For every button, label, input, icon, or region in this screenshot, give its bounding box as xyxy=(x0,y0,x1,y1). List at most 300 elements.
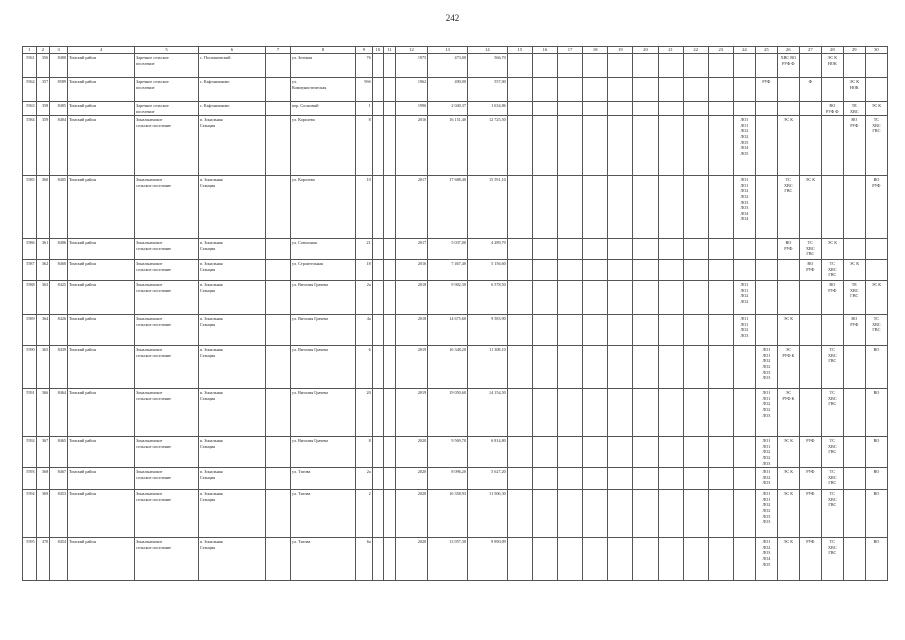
cell-col-27 xyxy=(799,315,821,346)
cell-col-21 xyxy=(658,176,683,239)
cell-col-20 xyxy=(633,346,658,389)
column-header: 18 xyxy=(583,47,608,54)
column-header: 26 xyxy=(777,47,799,54)
cell-col-21 xyxy=(658,102,683,116)
cell-col-24 xyxy=(733,490,755,538)
cell-col-20 xyxy=(633,239,658,260)
cell-col-16 xyxy=(532,239,557,260)
column-header: 10 xyxy=(372,47,384,54)
cell-col-11 xyxy=(384,260,396,281)
cell-col-26 xyxy=(777,281,799,315)
cell-col-7 xyxy=(265,437,290,468)
cell-col-3: 8453 xyxy=(50,490,68,538)
table-row xyxy=(23,437,888,468)
cell-col-17 xyxy=(558,437,583,468)
cell-col-19 xyxy=(608,176,633,239)
cell-col-11 xyxy=(384,437,396,468)
cell-col-13: 5 037,00 xyxy=(428,239,468,260)
cell-col-10 xyxy=(372,490,384,538)
cell-col-28: ВО РУФ xyxy=(821,281,843,315)
cell-col-12: 1962 xyxy=(395,78,427,102)
cell-col-9: 21 xyxy=(355,239,372,260)
cell-col-3: 8406 xyxy=(50,239,68,260)
cell-col-15 xyxy=(507,78,532,102)
cell-col-30: ВО xyxy=(865,346,887,389)
cell-col-25: ЛО1 ЛО2 ЛО3 xyxy=(755,468,777,490)
cell-col-25 xyxy=(755,281,777,315)
cell-col-21 xyxy=(658,437,683,468)
cell-col-8: ул. Виталия Грачева xyxy=(291,281,356,315)
cell-col-13: 16 358,93 xyxy=(428,490,468,538)
cell-col-17 xyxy=(558,54,583,78)
cell-col-2: 367 xyxy=(36,437,50,468)
cell-col-26 xyxy=(777,78,799,102)
cell-col-6: п. Зональная Станция xyxy=(198,260,265,281)
table-row xyxy=(23,54,888,78)
column-header: 8 xyxy=(291,47,356,54)
cell-col-2: 358 xyxy=(36,102,50,116)
cell-col-19 xyxy=(608,260,633,281)
cell-col-1: 5595 xyxy=(23,538,37,581)
cell-col-8: ул. Королева xyxy=(291,116,356,176)
cell-col-16 xyxy=(532,78,557,102)
cell-col-21 xyxy=(658,468,683,490)
cell-col-30: ТС ХВС ГВС xyxy=(865,315,887,346)
cell-col-30: ВО xyxy=(865,389,887,437)
cell-col-2: 370 xyxy=(36,538,50,581)
cell-col-1: 5592 xyxy=(23,437,37,468)
cell-col-4: Томский район xyxy=(68,490,135,538)
cell-col-23 xyxy=(708,78,733,102)
cell-col-11 xyxy=(384,281,396,315)
cell-col-23 xyxy=(708,437,733,468)
cell-col-6: п. Зональная Станция xyxy=(198,490,265,538)
cell-col-30 xyxy=(865,239,887,260)
column-header: 4 xyxy=(68,47,135,54)
cell-col-20 xyxy=(633,78,658,102)
cell-col-25: ЛО1 ЛО1 ЛО2 ЛО2 ЛО3 ЛО3 xyxy=(755,346,777,389)
cell-col-19 xyxy=(608,281,633,315)
column-header: 15 xyxy=(507,47,532,54)
cell-col-30 xyxy=(865,78,887,102)
cell-col-30: ВО xyxy=(865,437,887,468)
cell-col-12: 2019 xyxy=(395,389,427,437)
cell-col-30: ВО xyxy=(865,468,887,490)
cell-col-19 xyxy=(608,315,633,346)
cell-col-16 xyxy=(532,54,557,78)
cell-col-24 xyxy=(733,538,755,581)
cell-col-22 xyxy=(683,102,708,116)
cell-col-19 xyxy=(608,389,633,437)
cell-col-22 xyxy=(683,239,708,260)
cell-col-15 xyxy=(507,389,532,437)
column-header: 14 xyxy=(467,47,507,54)
cell-col-21 xyxy=(658,281,683,315)
cell-col-18 xyxy=(583,54,608,78)
page-number: 242 xyxy=(445,13,460,23)
cell-col-29: ЭС К xyxy=(843,260,865,281)
cell-col-1: 5590 xyxy=(23,346,37,389)
cell-col-6: п. Зональная Станция xyxy=(198,468,265,490)
cell-col-26: ЭС РУФ К xyxy=(777,346,799,389)
cell-col-20 xyxy=(633,102,658,116)
cell-col-14: 11 506,30 xyxy=(467,490,507,538)
cell-col-12: 2020 xyxy=(395,490,427,538)
cell-col-18 xyxy=(583,468,608,490)
cell-col-11 xyxy=(384,102,396,116)
cell-col-26: ЭС К xyxy=(777,468,799,490)
cell-col-24 xyxy=(733,54,755,78)
cell-col-21 xyxy=(658,490,683,538)
cell-col-19 xyxy=(608,437,633,468)
cell-col-4: Томский район xyxy=(68,315,135,346)
cell-col-22 xyxy=(683,281,708,315)
cell-col-25: РУФ xyxy=(755,78,777,102)
cell-col-16 xyxy=(532,389,557,437)
cell-col-27: ВО РУФ xyxy=(799,260,821,281)
cell-col-26: ВО РУФ xyxy=(777,239,799,260)
cell-col-4: Томский район xyxy=(68,54,135,78)
column-header: 12 xyxy=(395,47,427,54)
cell-col-10 xyxy=(372,389,384,437)
cell-col-4: Томский район xyxy=(68,260,135,281)
cell-col-9: 8 xyxy=(355,116,372,176)
cell-col-17 xyxy=(558,239,583,260)
cell-col-15 xyxy=(507,315,532,346)
column-header: 22 xyxy=(683,47,708,54)
cell-col-15 xyxy=(507,176,532,239)
cell-col-28 xyxy=(821,315,843,346)
cell-col-8: ул. Тигова xyxy=(291,538,356,581)
cell-col-6: п. Зональная Станция xyxy=(198,437,265,468)
cell-col-12: 1996 xyxy=(395,102,427,116)
table-row xyxy=(23,281,888,315)
cell-col-6: п. Зональная Станция xyxy=(198,176,265,239)
cell-col-7 xyxy=(265,315,290,346)
cell-col-15 xyxy=(507,538,532,581)
cell-col-25 xyxy=(755,239,777,260)
cell-col-4: Томский район xyxy=(68,116,135,176)
table-row xyxy=(23,468,888,490)
cell-col-17 xyxy=(558,389,583,437)
cell-col-11 xyxy=(384,54,396,78)
cell-col-9: 2а xyxy=(355,281,372,315)
cell-col-11 xyxy=(384,116,396,176)
cell-col-9: 8 xyxy=(355,437,372,468)
cell-col-23 xyxy=(708,102,733,116)
cell-col-9: 18 xyxy=(355,260,372,281)
cell-col-14: 9 890,09 xyxy=(467,538,507,581)
cell-col-24 xyxy=(733,102,755,116)
cell-col-18 xyxy=(583,116,608,176)
cell-col-10 xyxy=(372,260,384,281)
table-row xyxy=(23,78,888,102)
cell-col-12: 2018 xyxy=(395,281,427,315)
cell-col-10 xyxy=(372,239,384,260)
cell-col-30: ВО xyxy=(865,490,887,538)
cell-col-4: Томский район xyxy=(68,468,135,490)
cell-col-13: 16 151,40 xyxy=(428,116,468,176)
cell-col-24 xyxy=(733,239,755,260)
cell-col-15 xyxy=(507,54,532,78)
cell-col-29 xyxy=(843,239,865,260)
cell-col-13: 19 050,60 xyxy=(428,389,468,437)
cell-col-15 xyxy=(507,102,532,116)
cell-col-3: 8464 xyxy=(50,389,68,437)
cell-col-7 xyxy=(265,260,290,281)
cell-col-16 xyxy=(532,315,557,346)
cell-col-16 xyxy=(532,437,557,468)
cell-col-13: 16 348,20 xyxy=(428,346,468,389)
cell-col-21 xyxy=(658,78,683,102)
cell-col-15 xyxy=(507,116,532,176)
cell-col-19 xyxy=(608,54,633,78)
cell-col-27 xyxy=(799,54,821,78)
cell-col-4: Томский район xyxy=(68,389,135,437)
column-header: 2 xyxy=(36,47,50,54)
cell-col-27: РУФ xyxy=(799,468,821,490)
cell-col-26 xyxy=(777,102,799,116)
cell-col-13: 490,00 xyxy=(428,78,468,102)
cell-col-5: Заречное сельское поселение xyxy=(135,78,199,102)
column-header: 24 xyxy=(733,47,755,54)
cell-col-1: 5588 xyxy=(23,281,37,315)
cell-col-14: 5 627,20 xyxy=(467,468,507,490)
cell-col-25: ЛО1 ЛО2 ЛО3 ЛО4 ЛО5 xyxy=(755,538,777,581)
cell-col-6: п. Зональная Станция xyxy=(198,116,265,176)
cell-col-18 xyxy=(583,490,608,538)
cell-col-8: ул. Тигова xyxy=(291,468,356,490)
cell-col-2: 364 xyxy=(36,315,50,346)
cell-col-16 xyxy=(532,346,557,389)
cell-col-12: 2019 xyxy=(395,346,427,389)
cell-col-7 xyxy=(265,468,290,490)
cell-col-16 xyxy=(532,538,557,581)
cell-col-5: Зональненское сельское поселение xyxy=(135,176,199,239)
cell-col-23 xyxy=(708,54,733,78)
cell-col-11 xyxy=(384,239,396,260)
cell-col-29: ТЕ ХВС ГВС xyxy=(843,281,865,315)
cell-col-19 xyxy=(608,346,633,389)
cell-col-9: 20 xyxy=(355,389,372,437)
cell-col-28 xyxy=(821,116,843,176)
cell-col-21 xyxy=(658,389,683,437)
cell-col-17 xyxy=(558,468,583,490)
cell-col-14: 15 591,10 xyxy=(467,176,507,239)
cell-col-19 xyxy=(608,538,633,581)
cell-col-18 xyxy=(583,281,608,315)
cell-col-9: 6а xyxy=(355,538,372,581)
cell-col-24: ЛО1 ЛО1 ЛО2 ЛО2 xyxy=(733,281,755,315)
cell-col-24 xyxy=(733,437,755,468)
cell-col-24 xyxy=(733,389,755,437)
cell-col-12: 2017 xyxy=(395,239,427,260)
cell-col-18 xyxy=(583,538,608,581)
cell-col-11 xyxy=(384,176,396,239)
cell-col-25: ЛО1 ЛО1 ЛО2 ЛО2 ЛО3 xyxy=(755,437,777,468)
cell-col-20 xyxy=(633,315,658,346)
cell-col-27 xyxy=(799,389,821,437)
cell-col-13: 7 467,40 xyxy=(428,260,468,281)
cell-col-15 xyxy=(507,281,532,315)
cell-col-4: Томский район xyxy=(68,281,135,315)
column-header: 13 xyxy=(428,47,468,54)
cell-col-20 xyxy=(633,176,658,239)
table-row xyxy=(23,102,888,116)
cell-col-28 xyxy=(821,176,843,239)
cell-col-13: 17 688,40 xyxy=(428,176,468,239)
cell-col-10 xyxy=(372,176,384,239)
cell-col-8: ул. Виталия Грачева xyxy=(291,389,356,437)
cell-col-14: 4 289,70 xyxy=(467,239,507,260)
cell-col-2: 369 xyxy=(36,490,50,538)
cell-col-9: 10 xyxy=(355,176,372,239)
cell-col-5: Заречное сельское поселение xyxy=(135,54,199,78)
cell-col-18 xyxy=(583,176,608,239)
cell-col-28: ТС ХВС ГВС xyxy=(821,468,843,490)
cell-col-27: ЭС К xyxy=(799,176,821,239)
cell-col-25: ЛО1 ЛО1 ЛО2 ЛО2 ЛО3 ЛО3 xyxy=(755,490,777,538)
cell-col-13: 13 957,30 xyxy=(428,538,468,581)
cell-col-26: ЭС К xyxy=(777,116,799,176)
cell-col-22 xyxy=(683,260,708,281)
cell-col-15 xyxy=(507,468,532,490)
table-row xyxy=(23,490,888,538)
cell-col-1: 5563 xyxy=(23,102,37,116)
cell-col-21 xyxy=(658,54,683,78)
column-header: 28 xyxy=(821,47,843,54)
cell-col-14: 557,00 xyxy=(467,78,507,102)
cell-col-6: с. Кафтанчиково xyxy=(198,78,265,102)
cell-col-27: Ф xyxy=(799,78,821,102)
cell-col-3: 8400 xyxy=(50,54,68,78)
cell-col-3: 8426 xyxy=(50,315,68,346)
cell-col-15 xyxy=(507,437,532,468)
cell-col-1: 5584 xyxy=(23,116,37,176)
cell-col-6: с. Поспашевский xyxy=(198,54,265,78)
cell-col-29 xyxy=(843,54,865,78)
cell-col-7 xyxy=(265,389,290,437)
cell-col-8: ул. Совхозная xyxy=(291,239,356,260)
cell-col-20 xyxy=(633,468,658,490)
cell-col-1: 5594 xyxy=(23,490,37,538)
cell-col-19 xyxy=(608,490,633,538)
cell-col-24 xyxy=(733,346,755,389)
cell-col-13: 9 569,70 xyxy=(428,437,468,468)
cell-col-5: Зональненское сельское поселение xyxy=(135,389,199,437)
cell-col-3: 8454 xyxy=(50,538,68,581)
cell-col-25: ЛО1 ЛО1 ЛО2 ЛО2 ЛО3 xyxy=(755,389,777,437)
cell-col-10 xyxy=(372,116,384,176)
cell-col-24 xyxy=(733,260,755,281)
cell-col-3: 8439 xyxy=(50,346,68,389)
cell-col-3: 8404 xyxy=(50,116,68,176)
cell-col-8: ул. Виталия Грачева xyxy=(291,346,356,389)
cell-col-16 xyxy=(532,176,557,239)
cell-col-2: 363 xyxy=(36,281,50,315)
cell-col-2: 365 xyxy=(36,346,50,389)
cell-col-17 xyxy=(558,538,583,581)
cell-col-23 xyxy=(708,315,733,346)
cell-col-3: 8405 xyxy=(50,176,68,239)
cell-col-14: 5 156,60 xyxy=(467,260,507,281)
cell-col-29 xyxy=(843,490,865,538)
cell-col-28: ТС ХВС ГВС xyxy=(821,260,843,281)
cell-col-15 xyxy=(507,490,532,538)
cell-col-5: Заречное сельское поселение xyxy=(135,102,199,116)
column-header: 23 xyxy=(708,47,733,54)
cell-col-6: п. Зональная Станция xyxy=(198,239,265,260)
cell-col-2: 357 xyxy=(36,78,50,102)
cell-col-29: ВО РУФ xyxy=(843,116,865,176)
cell-col-26: ХВС ВО РУФ Ф xyxy=(777,54,799,78)
cell-col-15 xyxy=(507,346,532,389)
cell-col-20 xyxy=(633,437,658,468)
cell-col-2: 359 xyxy=(36,116,50,176)
cell-col-18 xyxy=(583,239,608,260)
column-header: 27 xyxy=(799,47,821,54)
cell-col-7 xyxy=(265,490,290,538)
cell-col-1: 5591 xyxy=(23,389,37,437)
cell-col-14: 11 308,10 xyxy=(467,346,507,389)
cell-col-8: ул. Королева xyxy=(291,176,356,239)
cell-col-11 xyxy=(384,490,396,538)
cell-col-22 xyxy=(683,315,708,346)
cell-col-1: 5587 xyxy=(23,260,37,281)
cell-col-1: 5561 xyxy=(23,54,37,78)
column-number-header xyxy=(23,47,888,54)
table-row xyxy=(23,389,888,437)
cell-col-24 xyxy=(733,468,755,490)
cell-col-20 xyxy=(633,54,658,78)
cell-col-3: 8425 xyxy=(50,281,68,315)
cell-col-27 xyxy=(799,116,821,176)
column-header: 9 xyxy=(355,47,372,54)
cell-col-14: 566,70 xyxy=(467,54,507,78)
cell-col-27: ТС ХВС ГВС xyxy=(799,239,821,260)
cell-col-29 xyxy=(843,389,865,437)
cell-col-9: 9бб xyxy=(355,78,372,102)
cell-col-26: ЭС К xyxy=(777,315,799,346)
cell-col-22 xyxy=(683,54,708,78)
cell-col-27: РУФ xyxy=(799,437,821,468)
cell-col-29 xyxy=(843,176,865,239)
cell-col-17 xyxy=(558,78,583,102)
cell-col-19 xyxy=(608,468,633,490)
cell-col-10 xyxy=(372,437,384,468)
cell-col-21 xyxy=(658,260,683,281)
table-row xyxy=(23,176,888,239)
cell-col-22 xyxy=(683,78,708,102)
cell-col-15 xyxy=(507,239,532,260)
table-row xyxy=(23,315,888,346)
cell-col-16 xyxy=(532,260,557,281)
cell-col-3: 8467 xyxy=(50,468,68,490)
cell-col-10 xyxy=(372,538,384,581)
cell-col-8: ул. Зеленая xyxy=(291,54,356,78)
cell-col-5: Зональненское сельское поселение xyxy=(135,239,199,260)
cell-col-13: 2 040,37 xyxy=(428,102,468,116)
cell-col-29 xyxy=(843,538,865,581)
cell-col-16 xyxy=(532,468,557,490)
cell-col-14: 1 634,86 xyxy=(467,102,507,116)
cell-col-23 xyxy=(708,281,733,315)
cell-col-8: ул. Тигова xyxy=(291,490,356,538)
cell-col-7 xyxy=(265,239,290,260)
column-header: 16 xyxy=(532,47,557,54)
cell-col-4: Томский район xyxy=(68,437,135,468)
cell-col-23 xyxy=(708,490,733,538)
